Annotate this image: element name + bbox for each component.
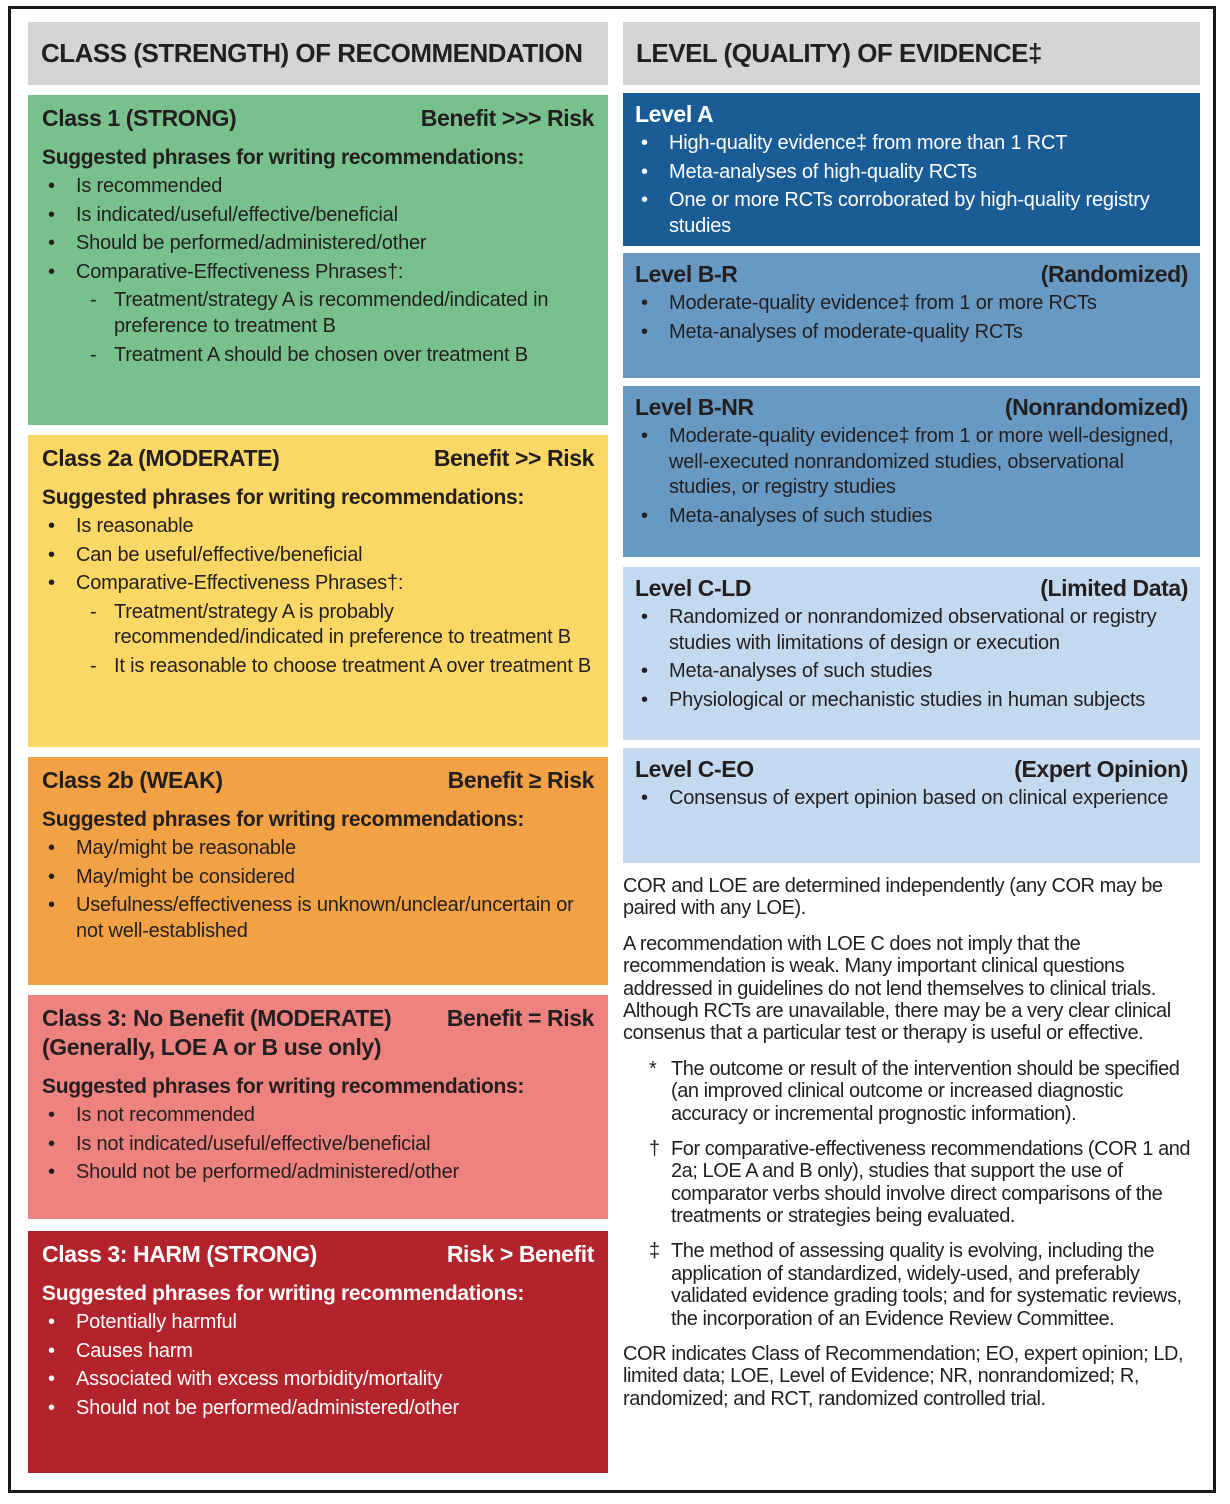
bullet-item [635, 131, 1188, 157]
box-title-row [42, 445, 594, 472]
sub-bullet-item [84, 288, 594, 339]
suggested-phrases-label: Suggested phrases for writing recommendations: [42, 1075, 525, 1098]
benefit-risk-label: Benefit >>> Risk [420, 105, 594, 131]
bullet-text: Comparative-Effectiveness Phrases†: [76, 260, 404, 283]
level-a-box [623, 93, 1200, 246]
bullet-text: Is indicated/useful/effective/beneficial [76, 203, 398, 226]
bullet-item [42, 893, 594, 944]
suggested-phrases-label: Suggested phrases for writing recommendations: [42, 146, 525, 169]
bullet-item [42, 231, 594, 257]
bullet-text: It is reasonable to choose treatment A over treatment B [114, 654, 592, 677]
box-tag: (Nonrandomized) [1004, 394, 1188, 420]
bullet-text: Should not be performed/administered/other [76, 1396, 459, 1419]
bullet-marker: • [48, 232, 55, 255]
bullet-text: May/might be reasonable [76, 837, 296, 859]
box-title: Class 3: No Benefit (MODERATE) [42, 1005, 392, 1031]
bullet-text: Meta-analyses of such studies [669, 504, 933, 527]
bullet-marker: • [48, 837, 55, 859]
sub-bullet-item [84, 343, 594, 369]
footnote-double-dagger [649, 1240, 1200, 1330]
dash-marker: - [90, 654, 97, 677]
bullet-item [635, 320, 1188, 346]
box-subtitle: (Generally, LOE A or B use only) [42, 1034, 382, 1060]
bullet-text: Is not recommended [76, 1104, 255, 1126]
bullet-item [635, 786, 1188, 812]
bullet-text: Comparative-Effectiveness Phrases†: [76, 572, 404, 595]
box-tag: (Randomized) [1040, 261, 1188, 287]
loe-header [623, 22, 1200, 85]
bullet-marker: • [641, 160, 648, 183]
bullet-marker: • [48, 1311, 55, 1333]
suggested-phrases-label: Suggested phrases for writing recommendations: [42, 1282, 525, 1305]
note-loe-c: A recommendation with LOE C does not imply that the recommendation is weak. Many important clinical questions addressed in guidelines do not lend themselves to clinical trials. Although RCTs are unavailable, there may be a very clear clinical consenus that a particular test or therapy is useful or effective. [623, 932, 1171, 1045]
abbreviations-text: COR indicates Class of Recommendation; EO, expert opinion; LD, limited data; LOE, Level of Evidence; NR, nonrandomized; R, randomized; and RCT, randomized controlled trial. [623, 1343, 1184, 1410]
bullet-marker: • [641, 504, 648, 527]
sub-bullet-item [84, 654, 594, 680]
footnote-dagger [649, 1138, 1200, 1228]
box-title: Class 3: HARM (STRONG) [42, 1241, 317, 1267]
footnote-text: The outcome or result of the intervention should be specified (an improved clinical outcome or increased diagnostic accuracy or incremental prognostic information). [671, 1057, 1180, 1125]
bullet-item [635, 659, 1188, 685]
box-tag: (Limited Data) [1040, 575, 1188, 601]
bullet-item [635, 424, 1188, 501]
bullet-text: One or more RCTs corroborated by high-quality registry studies [669, 189, 1150, 237]
bullet-item [42, 1339, 594, 1365]
footnote-marker: † [649, 1137, 660, 1160]
box-tag: (Expert Opinion) [1014, 756, 1188, 782]
box-title: Class 1 (STRONG) [42, 105, 237, 131]
benefit-risk-label: Risk > Benefit [446, 1241, 594, 1267]
box-title: Level A [635, 101, 714, 127]
footnote-text: For comparative-effectiveness recommendations (COR 1 and 2a; LOE A and B only), studies that support the use of comparator verbs should involve direct comparisons of the treatments or strategies being evaluated. [671, 1137, 1191, 1228]
bullet-marker: • [48, 1368, 55, 1391]
bullet-item [635, 160, 1188, 186]
loe-column [623, 22, 1200, 1423]
level-b-nr-box [623, 386, 1200, 557]
bullet-marker: • [641, 688, 648, 711]
bullet-item [42, 260, 594, 286]
bullet-marker: • [641, 660, 648, 683]
bullet-text: Meta-analyses of such studies [669, 660, 933, 683]
bullet-item [635, 605, 1188, 656]
bullet-text: Associated with excess morbidity/mortality [76, 1368, 443, 1391]
bullet-marker: • [48, 1132, 55, 1155]
box-title-row [42, 1005, 594, 1032]
box-title-row [635, 575, 1188, 602]
bullet-item [635, 188, 1188, 239]
bullet-marker: • [48, 515, 55, 537]
box-title-row [635, 261, 1188, 288]
bullet-item [635, 504, 1188, 530]
bullet-marker: • [641, 606, 648, 628]
bullet-marker: • [641, 425, 648, 447]
box-title: Class 2b (WEAK) [42, 767, 223, 793]
bullet-item [42, 174, 594, 200]
bullet-text: Causes harm [76, 1339, 193, 1362]
bullet-marker: • [48, 203, 55, 226]
footnote-asterisk [649, 1058, 1200, 1125]
note-cor-loe-independent: COR and LOE are determined independently (any COR may be paired with any LOE). [623, 875, 1163, 920]
class-2b-box [28, 757, 608, 985]
suggested-phrases-label: Suggested phrases for writing recommendations: [42, 486, 525, 509]
box-title-row [635, 756, 1188, 783]
dash-marker: - [90, 289, 97, 312]
bullet-marker: • [48, 865, 55, 888]
box-title: Level C-EO [635, 756, 754, 782]
bullet-marker: • [48, 1161, 55, 1184]
bullet-marker: • [641, 787, 648, 809]
bullet-marker: • [641, 189, 648, 212]
box-title: Level C-LD [635, 575, 752, 601]
bullet-item [42, 1160, 594, 1186]
loe-header-label: LEVEL (QUALITY) OF EVIDENCE‡ [636, 38, 1042, 68]
suggested-phrases-label: Suggested phrases for writing recommendations: [42, 808, 525, 831]
bullet-text: Is not indicated/useful/effective/beneficial [76, 1132, 431, 1155]
class-3-harm-box [28, 1231, 608, 1473]
bullet-marker: • [48, 1339, 55, 1362]
bullet-text: Should not be performed/administered/other [76, 1161, 459, 1184]
bullet-text: May/might be considered [76, 865, 295, 888]
bullet-item [635, 688, 1188, 714]
bullet-item [42, 571, 594, 597]
bullet-marker: • [48, 260, 55, 283]
bullet-marker: • [48, 543, 55, 566]
bullet-marker: • [48, 572, 55, 595]
bullet-marker: • [641, 292, 648, 314]
box-title-row [635, 101, 1188, 128]
level-c-eo-box [623, 748, 1200, 863]
bullet-text: High-quality evidence‡ from more than 1 RCT [669, 132, 1068, 154]
bullet-text: Consensus of expert opinion based on clinical experience [669, 787, 1169, 809]
bullet-item [635, 291, 1188, 317]
bullet-marker: • [641, 320, 648, 343]
class-3-no-benefit-box [28, 995, 608, 1219]
bullet-item [42, 543, 594, 569]
level-c-ld-box [623, 567, 1200, 740]
bullet-item [42, 1396, 594, 1422]
cor-header-label: CLASS (STRENGTH) OF RECOMMENDATION [41, 38, 583, 68]
box-title-row [42, 767, 594, 794]
bullet-text: Moderate-quality evidence‡ from 1 or more RCTs [669, 292, 1097, 314]
bullet-text: Can be useful/effective/beneficial [76, 543, 363, 566]
bullet-text: Moderate-quality evidence‡ from 1 or more well-designed, well-executed nonrandomized studies, observational studies, or registry studies [669, 425, 1174, 499]
class-2a-box [28, 435, 608, 747]
class-1-box [28, 95, 608, 425]
bullet-marker: • [641, 132, 648, 154]
notes-section [623, 875, 1200, 1410]
footnote-marker: * [649, 1057, 657, 1080]
bullet-item [42, 203, 594, 229]
box-title: Class 2a (MODERATE) [42, 445, 280, 471]
bullet-item [42, 514, 594, 540]
bullet-text: Meta-analyses of high-quality RCTs [669, 160, 977, 183]
benefit-risk-label: Benefit >> Risk [433, 445, 594, 471]
bullet-item [42, 1132, 594, 1158]
bullet-text: Meta-analyses of moderate-quality RCTs [669, 320, 1023, 343]
bullet-text: Treatment/strategy A is probably recommended/indicated in preference to treatment B [114, 600, 571, 649]
cor-column [28, 22, 608, 1473]
footnote-text: The method of assessing quality is evolving, including the application of standardized, widely-used, and preferably validated evidence grading tools; and for systematic reviews, the incorporation of an Evidence Review Committee. [671, 1240, 1182, 1330]
benefit-risk-label: Benefit ≥ Risk [447, 767, 594, 793]
bullet-item [42, 1103, 594, 1129]
bullet-marker: • [48, 1396, 55, 1419]
bullet-text: Usefulness/effectiveness is unknown/unclear/uncertain or not well-established [76, 894, 574, 942]
box-title-row [635, 394, 1188, 421]
box-title: Level B-R [635, 261, 738, 287]
bullet-item [42, 1367, 594, 1393]
bullet-text: Is recommended [76, 175, 223, 197]
bullet-text: Treatment A should be chosen over treatment B [114, 343, 528, 366]
dash-marker: - [90, 343, 97, 366]
level-b-r-box [623, 253, 1200, 378]
bullet-marker: • [48, 894, 55, 917]
bullet-item [42, 865, 594, 891]
sub-bullet-item [84, 600, 594, 651]
bullet-text: Is reasonable [76, 515, 194, 537]
bullet-text: Randomized or nonrandomized observational or registry studies with limitations of design or execution [669, 606, 1157, 654]
cor-header [28, 22, 608, 85]
bullet-text: Should be performed/administered/other [76, 232, 427, 255]
bullet-item [42, 1310, 594, 1336]
footnote-marker: ‡ [649, 1240, 660, 1263]
benefit-risk-label: Benefit = Risk [446, 1005, 594, 1031]
bullet-text: Potentially harmful [76, 1311, 237, 1333]
box-title-row [42, 105, 594, 132]
bullet-marker: • [48, 175, 55, 197]
bullet-marker: • [48, 1104, 55, 1126]
box-title-row [42, 1241, 594, 1268]
dash-marker: - [90, 600, 97, 623]
bullet-item [42, 836, 594, 862]
box-title: Level B-NR [635, 394, 754, 420]
bullet-text: Treatment/strategy A is recommended/indicated in preference to treatment B [114, 289, 549, 337]
bullet-text: Physiological or mechanistic studies in human subjects [669, 688, 1146, 711]
